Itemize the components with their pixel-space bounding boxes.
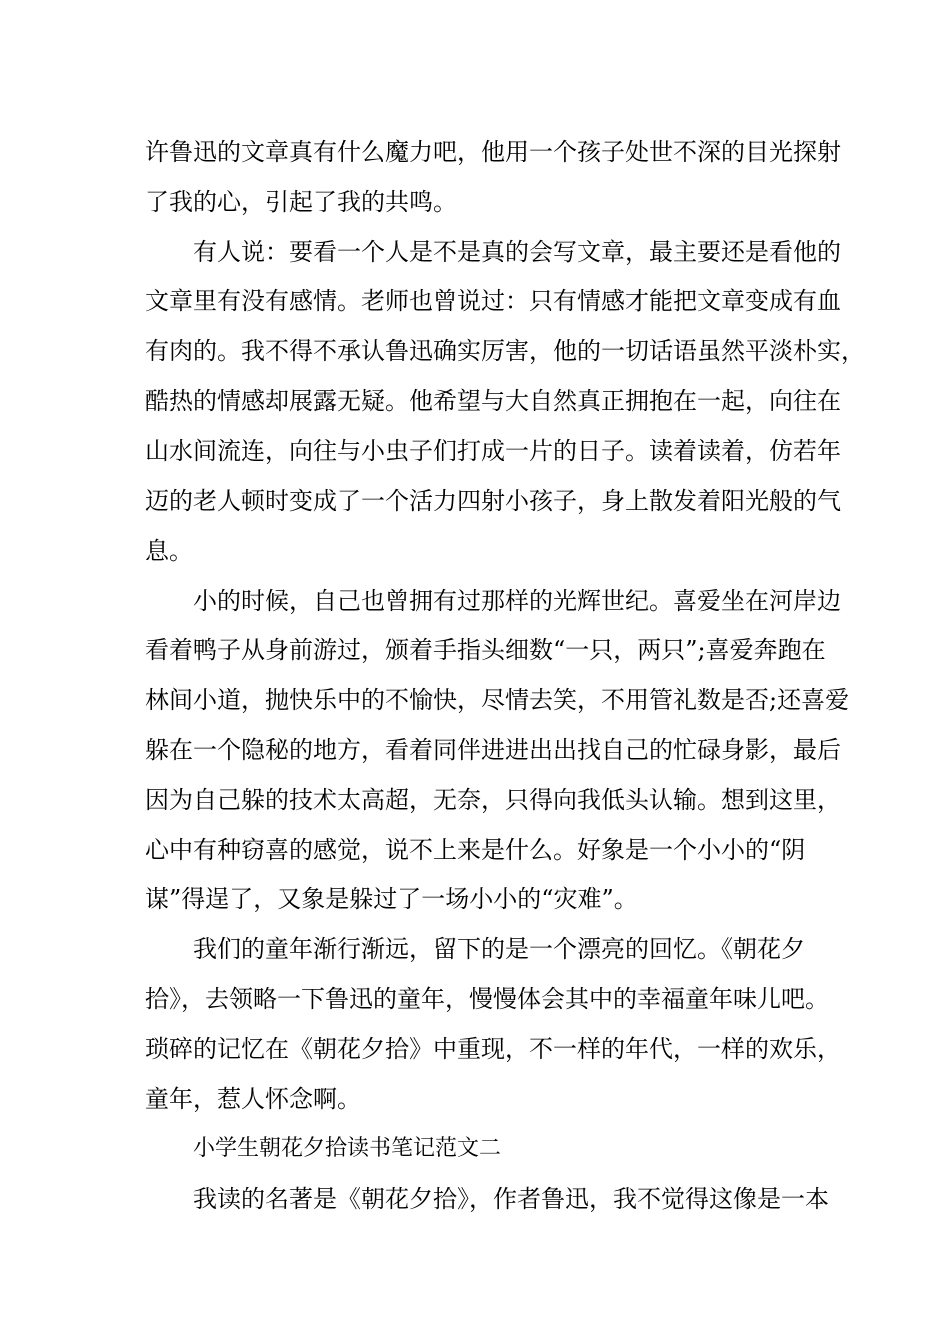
paragraph-4-line-3: 琐碎的记忆在《朝花夕拾》中重现，不一样的年代，一样的欢乐，	[145, 1035, 841, 1063]
paragraph-4-line-1: 我们的童年渐行渐远，留下的是一个漂亮的回忆。《朝花夕	[193, 935, 805, 963]
paragraph-3-line-4: 躲在一个隐秘的地方，看着同伴进进出出找自己的忙碌身影，最后	[145, 736, 841, 764]
section-heading: 小学生朝花夕拾读书笔记范文二	[193, 1136, 502, 1161]
paragraph-3-line-3: 林间小道，抛快乐中的不愉快，尽情去笑，不用管礼数是否;还喜爱	[145, 686, 850, 714]
paragraph-3-line-6: 心中有种窃喜的感觉，说不上来是什么。好象是一个小小的“阴	[145, 836, 806, 864]
paragraph-2-line-6: 迈的老人顿时变成了一个活力四射小孩子，身上散发着阳光般的气	[145, 487, 841, 515]
paragraph-2-line-1: 有人说：要看一个人是不是真的会写文章，最主要还是看他的	[193, 238, 841, 266]
paragraph-4-line-4: 童年，惹人怀念啊。	[145, 1085, 361, 1113]
paragraph-2-line-2: 文章里有没有感情。老师也曾说过：只有情感才能把文章变成有血	[145, 287, 841, 315]
paragraph-3-line-5: 因为自己躲的技术太高超，无奈，只得向我低头认输。想到这里，	[145, 786, 841, 814]
paragraph-2-line-4: 酷热的情感却展露无疑。他希望与大自然真正拥抱在一起，向往在	[145, 387, 841, 415]
paragraph-2-line-3: 有肉的。我不得不承认鲁迅确实厉害，他的一切话语虽然平淡朴实，	[145, 337, 865, 365]
paragraph-5-line-1: 我读的名著是《朝花夕拾》，作者鲁迅，我不觉得这像是一本	[193, 1185, 829, 1213]
paragraph-2-line-7: 息。	[145, 537, 193, 565]
paragraph-1-line-1: 许鲁迅的文章真有什么魔力吧，他用一个孩子处世不深的目光探射	[145, 138, 841, 166]
paragraph-4-line-2: 拾》，去领略一下鲁迅的童年，慢慢体会其中的幸福童年味儿吧。	[145, 985, 829, 1013]
paragraph-3-line-7: 谋”得逞了，又象是躲过了一场小小的“灾难”。	[145, 885, 638, 913]
paragraph-1-line-2: 了我的心，引起了我的共鸣。	[145, 188, 457, 216]
paragraph-3-line-1: 小的时候，自己也曾拥有过那样的光辉世纪。喜爱坐在河岸边	[193, 587, 841, 615]
paragraph-3-line-2: 看着鸭子从身前游过，颁着手指头细数“一只，两只”;喜爱奔跑在	[145, 636, 826, 664]
paragraph-2-line-5: 山水间流连，向往与小虫子们打成一片的日子。读着读着，仿若年	[145, 437, 841, 465]
